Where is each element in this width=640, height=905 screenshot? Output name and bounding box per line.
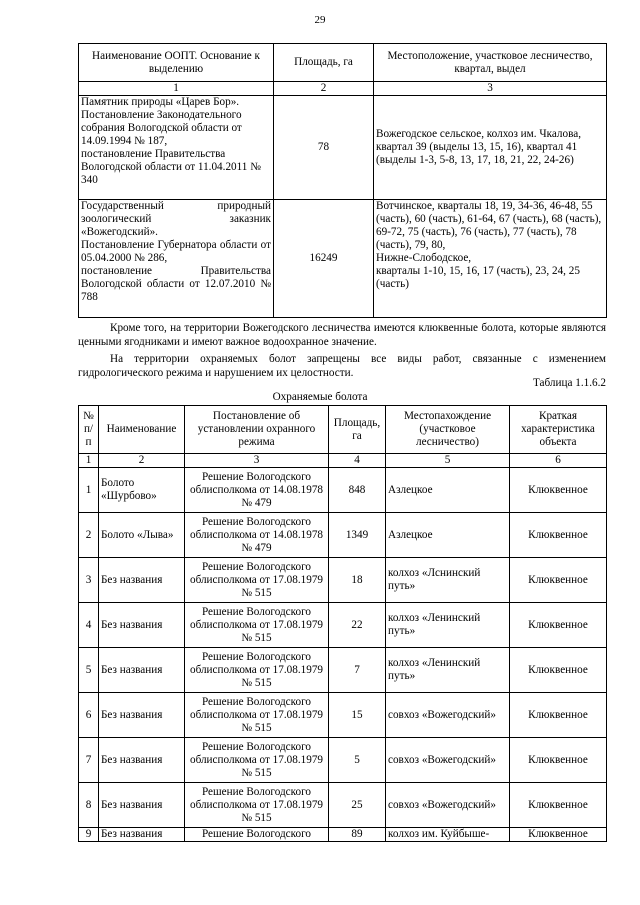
table-row — [79, 693, 607, 738]
col-number: 2 — [99, 454, 185, 468]
bog-decree: Решение Вологодского облисполкома от 17.08.1979 № 515 — [185, 603, 329, 648]
header-area: Площадь, га — [329, 406, 386, 454]
row-number: 1 — [79, 468, 99, 513]
row-number: 6 — [79, 693, 99, 738]
bog-decree: Решение Вологодского облисполкома от 17.08.1979 № 515 — [185, 693, 329, 738]
col-number: 3 — [374, 82, 607, 96]
bog-name: Без названия — [99, 738, 185, 783]
table-title: Охраняемые болота — [272, 391, 368, 403]
col-number: 2 — [274, 82, 374, 96]
bog-name: Без названия — [99, 693, 185, 738]
bog-decree: Решение Вологодского облисполкома от 17.08.1979 № 515 — [185, 558, 329, 603]
bog-description: Клюквенное — [510, 693, 607, 738]
table-row — [79, 558, 607, 603]
bog-description: Клюквенное — [510, 783, 607, 828]
bog-decree: Решение Вологодского облисполкома от 17.08.1979 № 515 — [185, 738, 329, 783]
row-number: 4 — [79, 603, 99, 648]
bog-name: Без названия — [99, 783, 185, 828]
col-number: 6 — [510, 454, 607, 468]
protected-areas-table — [78, 43, 607, 318]
bog-name: Без названия — [99, 558, 185, 603]
bog-location: колхоз им. Куйбыше- — [386, 828, 510, 842]
table-row — [79, 738, 607, 783]
row-number: 5 — [79, 648, 99, 693]
row-number: 9 — [79, 828, 99, 842]
col-number: 1 — [79, 82, 274, 96]
bog-area: 848 — [329, 468, 386, 513]
col-number: 3 — [185, 454, 329, 468]
bog-name: Болото «Лыва» — [99, 513, 185, 558]
table-row — [79, 603, 607, 648]
row-number: 3 — [79, 558, 99, 603]
bog-area: 89 — [329, 828, 386, 842]
area-name: Памятник природы «Царев Бор». Постановление Законодательного собрания Вологодской области от 14.09.1994 № 187, постановление Правительства Вологодской области от 11.04.2011 № 340 — [79, 96, 274, 200]
bog-area: 25 — [329, 783, 386, 828]
area-size: 78 — [274, 96, 374, 200]
bog-location: Азлецкое — [386, 468, 510, 513]
bog-description: Клюквенное — [510, 648, 607, 693]
header-location: Местопахождение (участковое лесничество) — [386, 406, 510, 454]
paragraph-cranberry-bogs: Кроме того, на территории Вожегодского лесничества имеются клюквенные болота, которые являются ценными ягодниками и имеют важное водоохранное значение. — [78, 322, 606, 348]
header-name: Наименование — [99, 406, 185, 454]
bog-area: 5 — [329, 738, 386, 783]
bog-description: Клюквенное — [510, 828, 607, 842]
col-number: 1 — [79, 454, 99, 468]
bog-decree: Решение Вологодского облисполкома от 14.08.1978 № 479 — [185, 468, 329, 513]
table-row — [79, 468, 607, 513]
bog-description: Клюквенное — [510, 738, 607, 783]
header-number: № п/п — [79, 406, 99, 454]
bog-decree: Решение Вологодского облисполкома от 14.08.1978 № 479 — [185, 513, 329, 558]
bog-description: Клюквенное — [510, 468, 607, 513]
bog-name: Без названия — [99, 648, 185, 693]
bog-area: 15 — [329, 693, 386, 738]
bog-area: 7 — [329, 648, 386, 693]
area-location: Вожегодское сельское, колхоз им. Чкалова, квартал 39 (выделы 13, 15, 16), квартал 41 (выделы 1-3, 5-8, 13, 17, 18, 21, 22, 24-26) — [374, 96, 607, 200]
bog-location: Азлецкое — [386, 513, 510, 558]
bog-location: совхоз «Вожегодский» — [386, 783, 510, 828]
header-description: Краткая характеристика объекта — [510, 406, 607, 454]
bog-area: 22 — [329, 603, 386, 648]
col-number: 4 — [329, 454, 386, 468]
bog-decree: Решение Вологодского — [185, 828, 329, 842]
table-row — [79, 200, 607, 318]
row-number: 2 — [79, 513, 99, 558]
bog-area: 1349 — [329, 513, 386, 558]
table-row — [79, 96, 607, 200]
bog-location: колхоз «Лснинский путь» — [386, 558, 510, 603]
table-row — [79, 783, 607, 828]
row-number: 8 — [79, 783, 99, 828]
bog-location: совхоз «Вожегодский» — [386, 693, 510, 738]
header-decree: Постановление об установлении охранного режима — [185, 406, 329, 454]
header-location: Местоположение, участковое лесничество, квартал, выдел — [374, 44, 607, 82]
row-number: 7 — [79, 738, 99, 783]
bog-area: 18 — [329, 558, 386, 603]
bog-location: колхоз «Ленинский путь» — [386, 648, 510, 693]
area-location: Вотчинское, кварталы 18, 19, 34-36, 46-48, 55 (часть), 60 (часть), 61-64, 67 (часть), 68 (часть), 69-72, 75 (часть), 76 (часть), 77 (часть), 78 (часть), 79, 80, Нижне-Слободское, кварталы 1-10, 15, 16, 17 (часть), 23, 24, 25 (часть) — [374, 200, 607, 318]
col-number: 5 — [386, 454, 510, 468]
paragraph-restrictions: На территории охраняемых болот запрещены все виды работ, связанные с изменением гидрологического режима и нарушением их целостности. — [78, 353, 606, 379]
bog-location: совхоз «Вожегодский» — [386, 738, 510, 783]
bog-name: Без названия — [99, 828, 185, 842]
bog-location: колхоз «Ленинский путь» — [386, 603, 510, 648]
bog-decree: Решение Вологодского облисполкома от 17.08.1979 № 515 — [185, 783, 329, 828]
bog-description: Клюквенное — [510, 558, 607, 603]
page-number: 29 — [314, 14, 326, 26]
bog-description: Клюквенное — [510, 603, 607, 648]
bog-name: Болото «Шурбово» — [99, 468, 185, 513]
protected-bogs-table — [78, 405, 607, 842]
table-number: Таблица 1.1.6.2 — [532, 377, 606, 389]
header-name: Наименование ООПТ. Основание к выделению — [79, 44, 274, 82]
table-row — [79, 828, 607, 842]
header-area: Площадь, га — [274, 44, 374, 82]
bog-name: Без названия — [99, 603, 185, 648]
area-size: 16249 — [274, 200, 374, 318]
table-row — [79, 648, 607, 693]
area-name: Государственный природный зоологический заказник «Вожегодский». Постановление Губернатора области от 05.04.2000 № 286, постановление Правительства Вологодской области от 12.07.2010 № 788 — [79, 200, 274, 318]
bog-description: Клюквенное — [510, 513, 607, 558]
bog-decree: Решение Вологодского облисполкома от 17.08.1979 № 515 — [185, 648, 329, 693]
table-row — [79, 513, 607, 558]
